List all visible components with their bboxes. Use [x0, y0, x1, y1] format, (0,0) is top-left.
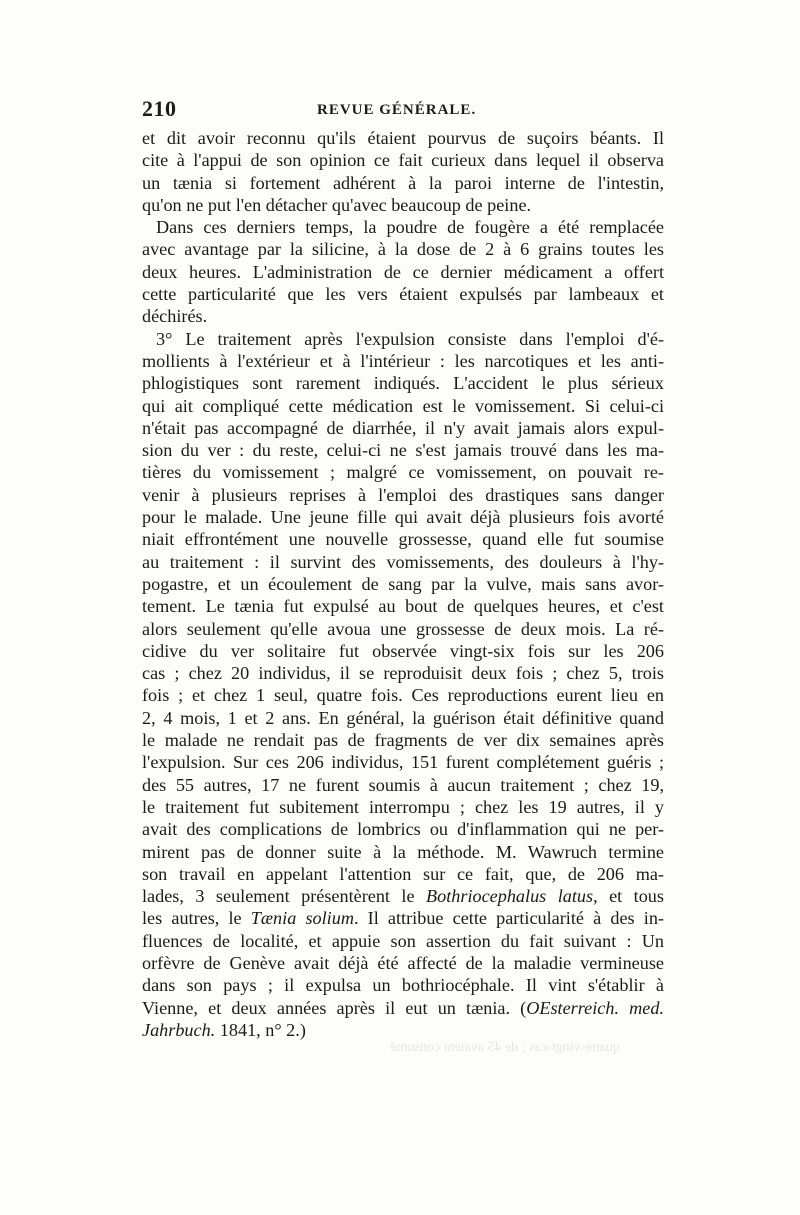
- text-line: le malade ne rendait pas de fragments de ver dix semaines après: [142, 730, 664, 751]
- text-line: cette particularité que les vers étaient expulsés par lambeaux et: [142, 284, 664, 305]
- bleed-through-text: quatre-vingt-cas ; de 45 avaient consumé: [390, 1040, 620, 1055]
- text-line: [142, 907, 664, 929]
- text-line: des 55 autres, 17 ne furent soumis à aucun traitement ; chez 19,: [142, 774, 664, 795]
- text-line: niait effrontément une nouvelle grossesse, quand elle fut soumise: [142, 529, 664, 550]
- text-run: 1841, n° 2.): [219, 1019, 306, 1040]
- page-number: 210: [142, 96, 177, 121]
- text-line: phlogistiques sont rarement indiqués. L'accident le plus sérieux: [142, 373, 664, 394]
- page-header: [142, 96, 664, 126]
- text-line: [142, 997, 664, 1019]
- text-line: 2, 4 mois, 1 et 2 ans. En général, la guérison était définitive quand: [142, 707, 664, 728]
- text-line: l'expulsion. Sur ces 206 individus, 151 furent complétement guéris ;: [142, 752, 664, 773]
- text-line: tières du vomissement ; malgré ce vomissement, on pouvait re-: [142, 462, 664, 483]
- text-line: mollients à l'extérieur et à l'intérieur : les narcotiques et les anti-: [142, 350, 664, 371]
- text-line: venir à plusieurs reprises à l'emploi des drastiques sans danger: [142, 484, 664, 505]
- text-run: les autres, le: [142, 908, 251, 929]
- text-run: , et tous: [593, 886, 664, 907]
- species-name: Bothriocephalus latus: [426, 886, 594, 907]
- text-run: Vienne, et deux années après il eut un tænia. (: [142, 997, 527, 1018]
- text-line: alors seulement qu'elle avoua une grossesse de deux mois. La ré-: [142, 618, 664, 639]
- running-head: REVUE GÉNÉRALE.: [317, 102, 477, 118]
- text-line: Dans ces derniers temps, la poudre de fougère a été remplacée: [156, 217, 664, 238]
- text-line: orfèvre de Genève avait déjà été affecté de la maladie vermineuse: [142, 952, 664, 973]
- text-run: . Il attribue cette particularité à des in-: [353, 908, 664, 929]
- text-line: 3° Le traitement après l'expulsion consiste dans l'emploi d'é-: [156, 328, 664, 349]
- text-line: dans son pays ; il expulsa un bothriocéphale. Il vint s'établir à: [142, 975, 664, 996]
- journal-citation: Jahrbuch.: [142, 1019, 216, 1040]
- text-line: avec avantage par la silicine, à la dose de 2 à 6 grains toutes les: [142, 239, 664, 260]
- body-text: [142, 127, 664, 1041]
- text-line: pogastre, et un écoulement de sang par la vulve, mais sans avor-: [142, 573, 664, 594]
- text-run: lades, 3 seulement présentèrent le: [142, 886, 427, 907]
- text-line: deux heures. L'administration de ce dernier médicament a offert: [142, 261, 664, 282]
- text-line: fois ; et chez 1 seul, quatre fois. Ces reproductions eurent lieu en: [142, 685, 664, 706]
- text-line: mirent pas de donner suite à la méthode. M. Wawruch termine: [142, 841, 664, 862]
- text-line: qui ait compliqué cette médication est le vomissement. Si celui-ci: [142, 395, 664, 416]
- text-line: et dit avoir reconnu qu'ils étaient pourvus de suçoirs béants. Il: [142, 128, 664, 148]
- text-line: [142, 885, 664, 907]
- text-line: avait des complications de lombrics ou d'inflammation qui ne per-: [142, 819, 664, 840]
- text-line: au traitement : il survint des vomissements, des douleurs à l'hy-: [142, 551, 664, 572]
- text-line: n'était pas accompagné de diarrhée, il n'y avait jamais alors expul-: [142, 417, 664, 438]
- text-line: le traitement fut subitement interrompu ; chez les 19 autres, il y: [142, 796, 664, 817]
- text-line: tement. Le tænia fut expulsé au bout de quelques heures, et c'est: [142, 596, 664, 617]
- text-line: pour le malade. Une jeune fille qui avait déjà plusieurs fois avorté: [142, 507, 664, 528]
- text-line: [142, 1019, 664, 1041]
- journal-citation: OEsterreich. med.: [526, 997, 664, 1018]
- text-line: qu'on ne put l'en détacher qu'avec beaucoup de peine.: [142, 194, 532, 215]
- text-line: cidive du ver solitaire fut observée vingt-six fois sur les 206: [142, 640, 664, 661]
- text-line: cite à l'appui de son opinion ce fait curieux dans lequel il observa: [142, 150, 664, 171]
- text-line: fluences de localité, et appuie son assertion du fait suivant : Un: [142, 930, 664, 951]
- species-name: Tænia solium: [250, 908, 354, 929]
- text-line: déchirés.: [142, 306, 208, 327]
- text-line: son travail en appelant l'attention sur ce fait, que, de 206 ma-: [142, 863, 664, 884]
- text-line: un tænia si fortement adhérent à la paroi interne de l'intestin,: [142, 172, 664, 193]
- text-line: sion du ver : du reste, celui-ci ne s'est jamais trouvé dans les ma-: [142, 440, 664, 461]
- text-line: cas ; chez 20 individus, il se reproduisit deux fois ; chez 5, trois: [142, 663, 664, 684]
